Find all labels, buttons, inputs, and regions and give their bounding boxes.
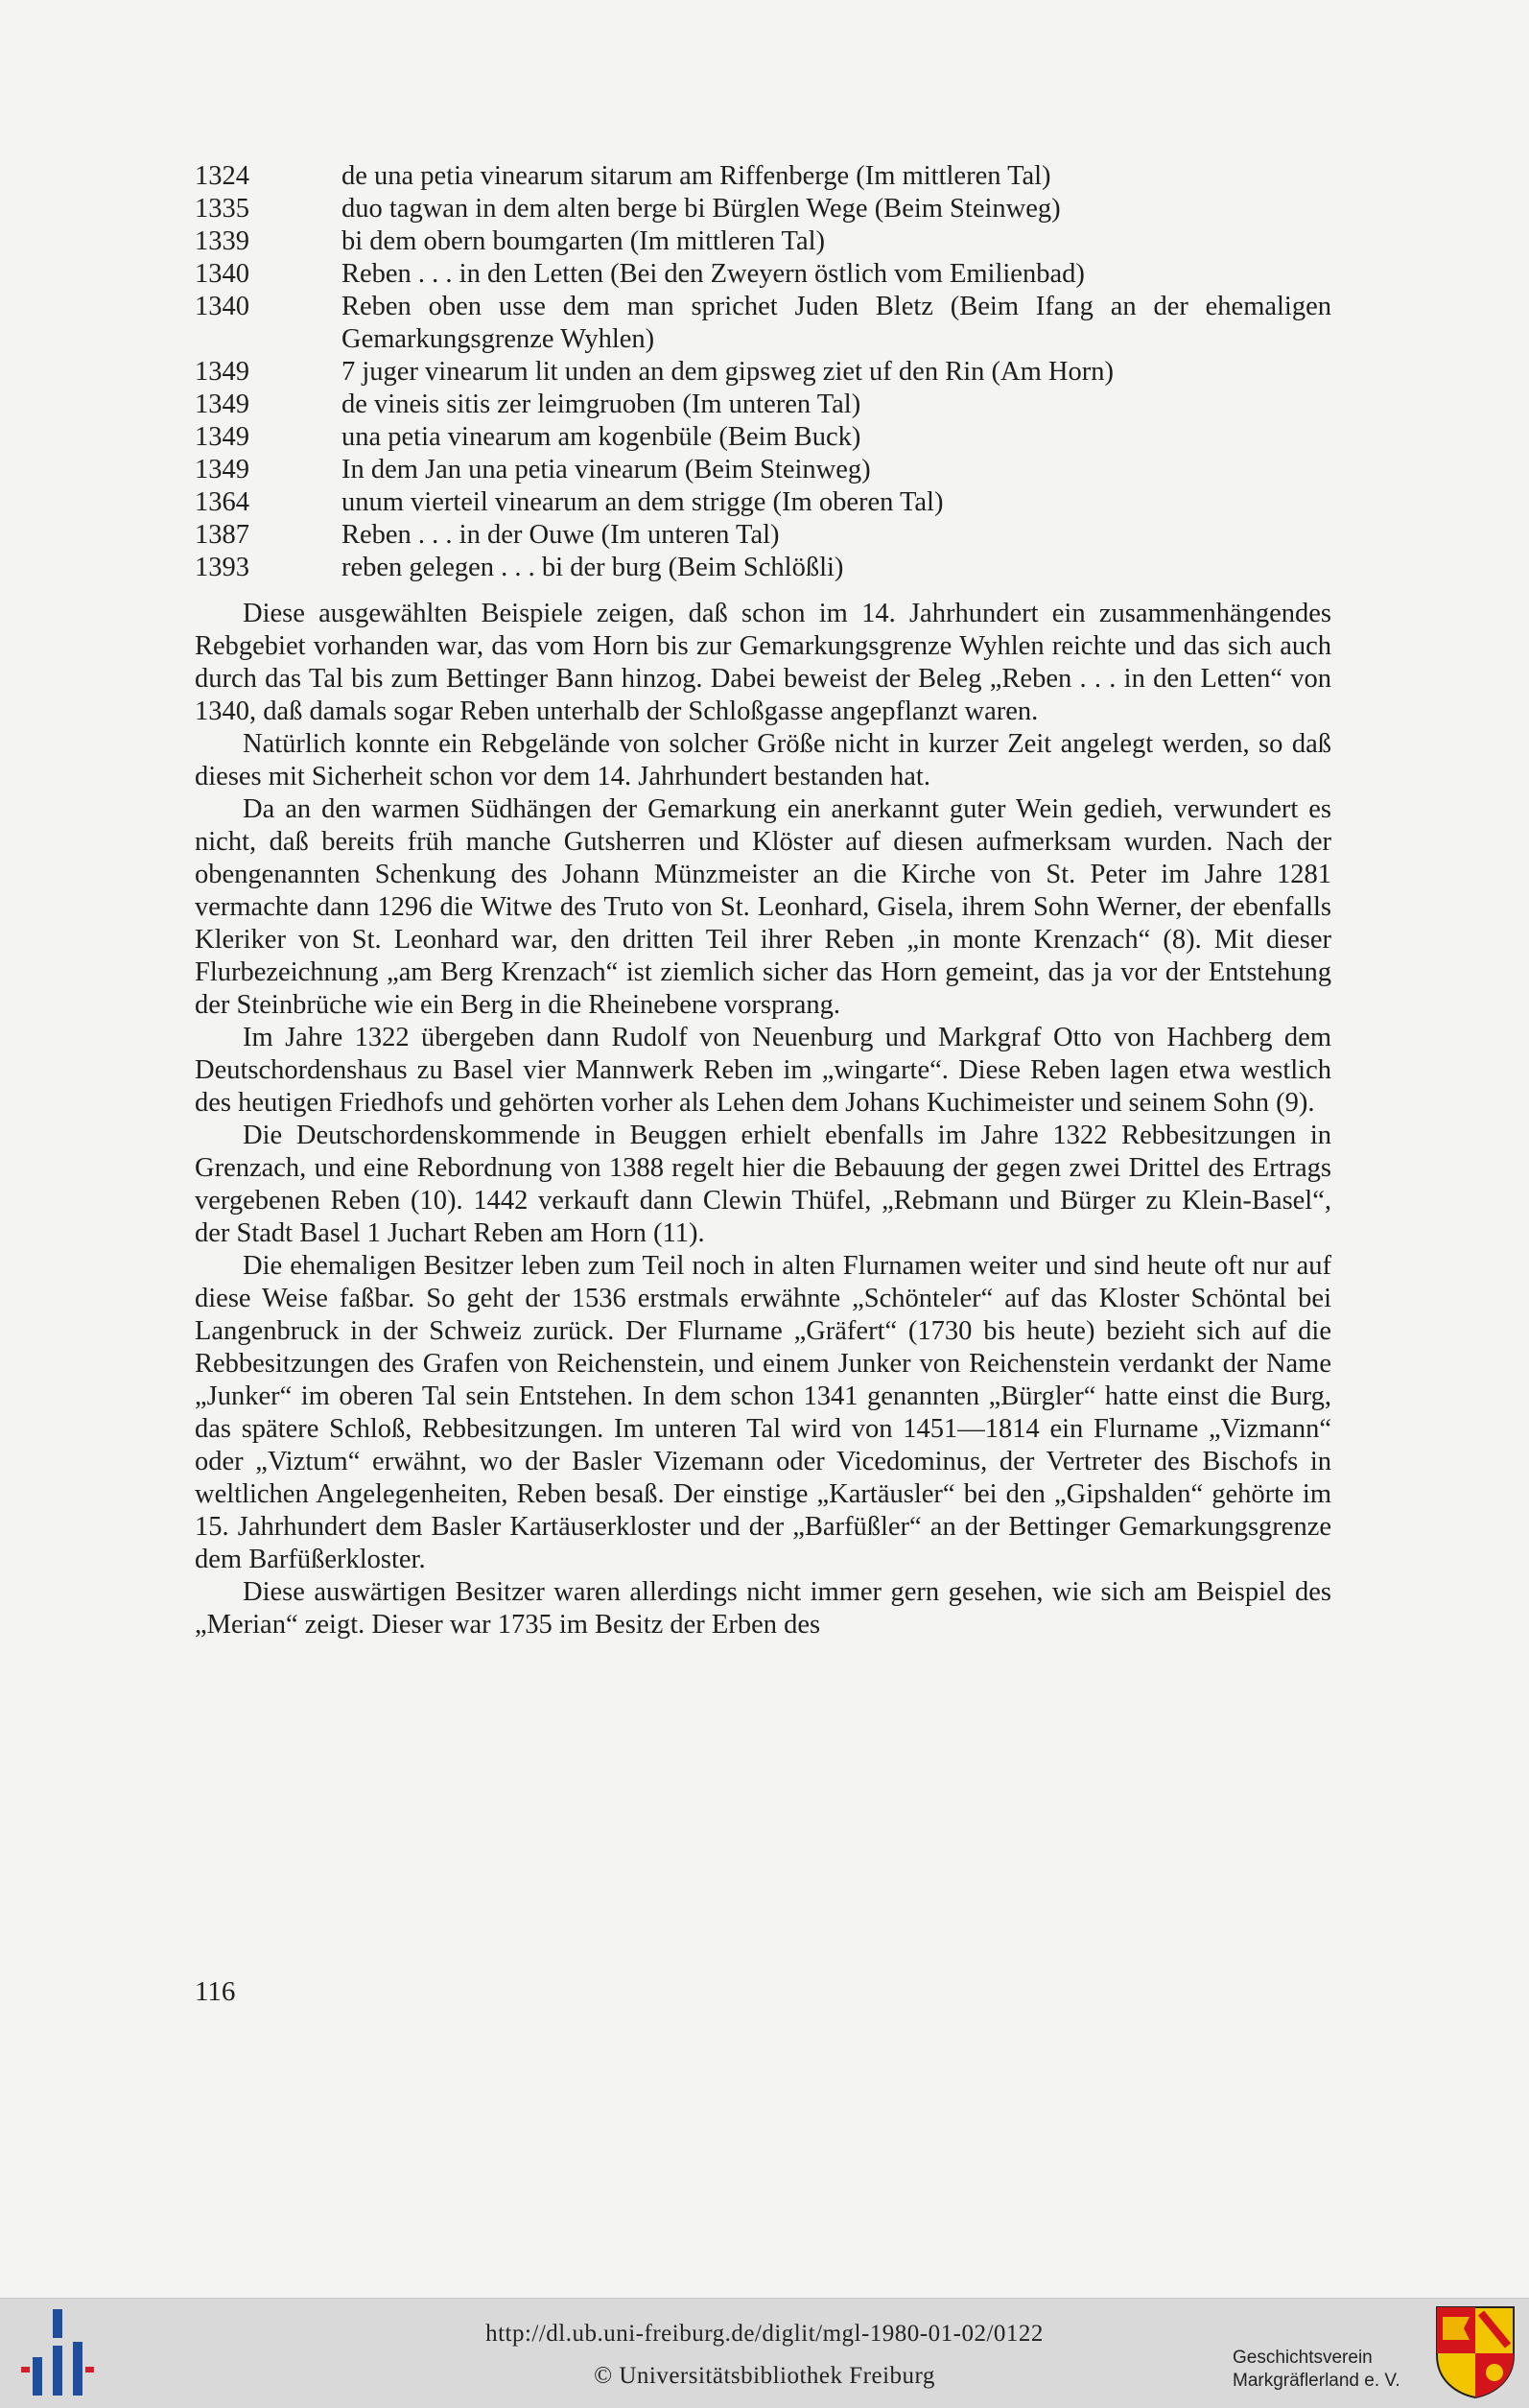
body-text (195, 598, 1331, 1641)
society-name-line: Markgräflerland e. V. (1233, 2371, 1400, 2391)
record-year: 1340 (195, 259, 249, 289)
record-text: duo tagwan in dem alten berge bi Bürglen Wege (Beim Steinweg) (341, 194, 1061, 224)
record-year: 1387 (195, 520, 249, 550)
paragraph: Natürlich konnte ein Rebgelände von solcher Größe nicht in kurzer Zeit angelegt werden, so daß dieses mit Sicherheit schon vor dem 14. Jahrhundert bestanden hat. (195, 729, 1331, 791)
record-year: 1340 (195, 292, 249, 321)
society-name (1233, 2347, 1400, 2393)
record-text: bi dem obern boumgarten (Im mittleren Tal) (341, 226, 825, 256)
record-entry (195, 454, 1331, 486)
record-text: unum vierteil vinearum an dem strigge (Im oberen Tal) (341, 487, 944, 517)
record-year: 1349 (195, 455, 249, 484)
record-entry (195, 225, 1331, 258)
paragraph: Die ehemaligen Besitzer leben zum Teil noch in alten Flurnamen weiter und sind heute oft nur auf diese Weise faßbar. So geht der 1536 erstmals erwähnte „Schönteler“ auf das Kloster Schöntal bei Langenbruck in der Schweiz zurück. Der Flurname „Gräfert“ (1730 bis heute) bezieht sich auf die Rebbesitzungen des Grafen von Reichenstein, und einem Junker von Reichenstein verdankt der Name „Junker“ im oberen Tal sein Entstehen. In dem schon 1341 genannten „Bürgler“ hatte einst die Burg, das spätere Schloß, Rebbesitzungen. Im unteren Tal wird von 1451—1814 ein Flurname „Vizmann“ oder „Viztum“ erwähnt, wo der Basler Vizemann oder Vicedominus, der Vertreter des Bischofs in weltlichen Angelegenheiten, Reben besaß. Der einstige „Kartäusler“ bei den „Gipshalden“ gehörte im 15. Jahrhundert dem Basler Kartäuserkloster und der „Barfüßler“ an der Bettinger Gemarkungsgrenze dem Barfüßerkloster. (195, 1251, 1331, 1574)
record-text: 7 juger vinearum lit unden an dem gipsweg ziet uf den Rin (Am Horn) (341, 357, 1114, 387)
paragraph: Im Jahre 1322 übergeben dann Rudolf von Neuenburg und Markgraf Otto von Hachberg dem Deutschordenshaus zu Basel vier Mannwerk Reben im „wingarte“. Diese Reben lagen etwa westlich des heutigen Friedhofs und gehörten vorher als Lehen dem Johans Kuchimeister und seinem Sohn (9). (195, 1023, 1331, 1118)
record-year: 1349 (195, 422, 249, 452)
paragraph: Da an den warmen Südhängen der Gemarkung ein anerkannt guter Wein gedieh, verwundert es nicht, daß bereits früh manche Gutsherren und Klöster auf diesen aufmerksam wurden. Nach der obengenannten Schenkung des Johann Münzmeister an die Kirche von St. Peter im Jahre 1281 vermachte dann 1296 die Witwe des Truto von St. Leonhard, Gisela, ihrem Sohn Werner, der ebenfalls Kleriker von St. Leonhard war, den dritten Teil ihrer Reben „in monte Krenzach“ (8). Mit dieser Flurbezeichnung „am Berg Krenzach“ ist ziemlich sicher das Horn gemeint, das ja vor der Entstehung der Steinbrüche wie ein Berg in die Rheinebene vorsprang. (195, 794, 1331, 1020)
page-number: 116 (195, 1976, 236, 2007)
record-year: 1339 (195, 226, 249, 256)
record-text: Reben . . . in den Letten (Bei den Zweyern östlich vom Emilienbad) (341, 259, 1085, 289)
society-name-line: Geschichtsverein (1233, 2348, 1373, 2368)
record-text: Reben oben usse dem man sprichet Juden Bletz (Beim Ifang an der ehemaligen Gemarkungsgrenze Wyhlen) (341, 292, 1331, 354)
paragraph: Die Deutschordenskommende in Beuggen erhielt ebenfalls im Jahre 1322 Rebbesitzungen in Grenzach, und eine Rebordnung von 1388 regelt hier die Bebauung der gegen zwei Drittel des Ertrags vergebenen Reben (10). 1442 verkauft dann Clewin Thüfel, „Rebmann und Bürger zu Klein-Basel“, der Stadt Basel 1 Juchart Reben am Horn (11). (195, 1121, 1331, 1248)
society-crest-icon (1435, 2305, 1516, 2399)
record-entry (195, 519, 1331, 552)
record-year: 1349 (195, 357, 249, 387)
record-text: una petia vinearum am kogenbüle (Beim Buck) (341, 422, 861, 452)
record-year: 1349 (195, 390, 249, 419)
record-year: 1324 (195, 161, 249, 191)
document-url[interactable]: http://dl.ub.uni-freiburg.de/diglit/mgl-1980-01-02/0122 (485, 2321, 1044, 2347)
record-entry (195, 486, 1331, 519)
paragraph: Diese auswärtigen Besitzer waren allerdings nicht immer gern gesehen, wie sich am Beispiel des „Merian“ zeigt. Dieser war 1735 im Besitz der Erben des (195, 1577, 1331, 1640)
record-entry (195, 421, 1331, 454)
record-year: 1335 (195, 194, 249, 224)
vineyard-record-list (195, 160, 1331, 584)
record-entry (195, 193, 1331, 225)
record-year: 1364 (195, 487, 249, 517)
record-text: In dem Jan una petia vinearum (Beim Steinweg) (341, 455, 871, 484)
record-entry (195, 258, 1331, 291)
record-year: 1393 (195, 553, 249, 582)
record-entry (195, 552, 1331, 584)
record-entry (195, 356, 1331, 389)
record-text: de una petia vinearum sitarum am Riffenberge (Im mittleren Tal) (341, 161, 1051, 191)
record-text: Reben . . . in der Ouwe (Im unteren Tal) (341, 520, 780, 550)
record-entry (195, 160, 1331, 193)
record-entry (195, 291, 1331, 356)
paragraph: Diese ausgewählten Beispiele zeigen, daß schon im 14. Jahrhundert ein zusammenhängendes Rebgebiet vorhanden war, das vom Horn bis zur Gemarkungsgrenze Wyhlen reichte und das sich auch durch das Tal bis zum Bettinger Bann hinzog. Dabei beweist der Beleg „Reben . . . in den Letten“ von 1340, daß damals sogar Reben unterhalb der Schloßgasse angepflanzt waren. (195, 599, 1331, 726)
copyright-notice: © Universitätsbibliothek Freiburg (594, 2363, 935, 2389)
record-text: de vineis sitis zer leimgruoben (Im unteren Tal) (341, 390, 861, 419)
record-entry (195, 389, 1331, 421)
record-text: reben gelegen . . . bi der burg (Beim Schlößli) (341, 553, 844, 582)
